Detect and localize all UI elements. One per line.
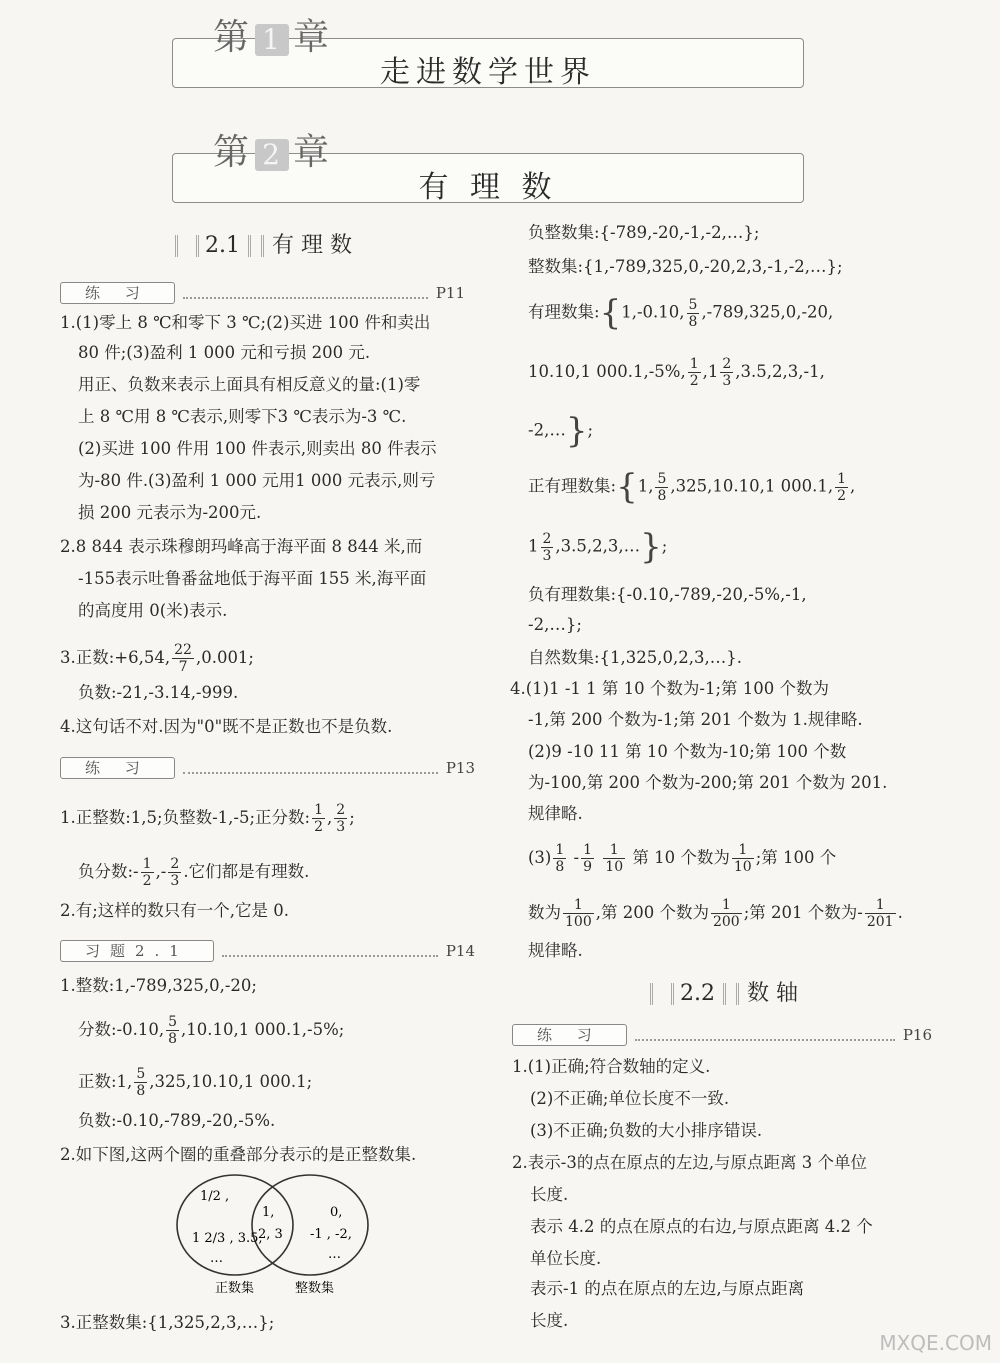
r-answer-4-8: 规律略. [528, 941, 583, 960]
venn-right-1: 0, [330, 1205, 343, 1220]
section-2-1-title: 2.1 有 理 数 [175, 228, 352, 259]
r-pos-rational-set-2: 1 $\frac{2}{3}$ ,3.5,2,3,…}; [528, 527, 668, 567]
venn-right-3: … [328, 1247, 341, 1262]
exercise-tag-p11: 练 习 P11 [60, 282, 465, 304]
r-rational-set-2: 10.10,1 000.1,-5%, $\frac{1}{2}$ ,1 $\frac{2}{3}$ ,3.5,2,3,-1, [528, 356, 825, 389]
x-answer-3: 3.正整数集:{1,325,2,3,…}; [60, 1313, 275, 1332]
venn-left-3: … [210, 1251, 223, 1266]
section-2-2-title: 2.2 数 轴 [650, 976, 798, 1007]
r-answer-4-3: (2)9 -10 11 第 10 个数为-10;第 100 个数 [528, 742, 847, 761]
chapter-1-header [172, 17, 804, 90]
left-text-line: 2.8 844 表示珠穆朗玛峰高于海平面 8 844 米,而 [60, 537, 423, 556]
venn-label-positive: 正数集 [215, 1281, 255, 1296]
section-2-2-text-line: 长度. [530, 1185, 569, 1204]
venn-label-integer: 整数集 [295, 1281, 335, 1296]
r-natural-set: 自然数集:{1,325,0,2,3,…}. [528, 648, 743, 667]
section-2-2-text-line: 2.表示-3的点在原点的左边,与原点距离 3 个单位 [512, 1153, 868, 1172]
answer-3-negative: 负数:-21,-3.14,-999. [78, 683, 239, 702]
chapter-2-number: 第 2 章 [213, 132, 332, 173]
section-2-2-text-line: 表示-1 的点在原点的左边,与原点距离 [530, 1279, 805, 1298]
r-neg-rational-set: 负有理数集:{-0.10,-789,-20,-5%,-1, [528, 585, 807, 604]
x-answer-1: 1.整数:1,-789,325,0,-20; [60, 976, 257, 995]
venn-left-2: 1 2/3 , 3.5, [192, 1231, 263, 1246]
left-text-line: -155表示吐鲁番盆地低于海平面 155 米,海平面 [78, 569, 427, 588]
section-2-2-text-line: (2)不正确;单位长度不一致. [530, 1089, 730, 1108]
venn-mid-2: 2, 3 [258, 1227, 283, 1242]
r-answer-4-5: 规律略. [528, 804, 583, 823]
section-2-2-text-line: 单位长度. [530, 1249, 602, 1268]
venn-mid-1: 1, [262, 1205, 275, 1220]
r-int-set: 整数集:{1,-789,325,0,-20,2,3,-1,-2,…}; [528, 257, 843, 276]
positive-set-circle [177, 1175, 293, 1275]
r-rational-set-3: -2,…}; [528, 411, 594, 451]
exercise-tag-p13: 练 习 P13 [60, 757, 475, 779]
chapter-2-title: 有 理 数 [418, 170, 558, 205]
exercise-tag-p14: 习题2.1 P14 [60, 940, 475, 962]
x-answer-fractions: 分数:-0.10, $\frac{5}{8}$ ,10.10,1 000.1,-5%; [78, 1014, 345, 1047]
section-2-2-text-line: (3)不正确;负数的大小排序错误. [530, 1121, 763, 1140]
section-2-2-text-line: 1.(1)正确;符合数轴的定义. [512, 1057, 711, 1076]
x-answer-2: 2.如下图,这两个圈的重叠部分表示的是正整数集. [60, 1145, 417, 1164]
chapter-1-title: 走进数学世界 [380, 55, 596, 90]
r-answer-4-7: 数为 $\frac{1}{100}$ ,第 200 个数为 $\frac{1}{200}$ ;第 201 个数为- $\frac{1}{201}$ . [528, 897, 903, 930]
r-answer-4-2: -1,第 200 个数为-1;第 201 个数为 1.规律略. [528, 710, 863, 729]
integer-set-circle [252, 1175, 368, 1275]
r-answer-4-1: 4.(1)1 -1 1 第 10 个数为-1;第 100 个数为 [510, 679, 830, 698]
p13-answer-1-neg: 负分数:- $\frac{1}{2}$ ,- $\frac{2}{3}$ .它们都是有理数. [78, 856, 310, 889]
p13-answer-2: 2.有;这样的数只有一个,它是 0. [60, 901, 290, 920]
answer-3-positive: 3.正数:+6,54, $\frac{22}{7}$ ,0.001; [60, 642, 254, 675]
left-text-line: (2)买进 100 件用 100 件表示,则卖出 80 件表示 [78, 439, 437, 458]
section-2-2-text-line: 表示 4.2 的点在原点的右边,与原点距离 4.2 个 [530, 1217, 873, 1236]
venn-left-1: 1/2 , [200, 1189, 230, 1204]
r-neg-int-set: 负整数集:{-789,-20,-1,-2,…}; [528, 223, 760, 242]
x-answer-positive: 正数:1, $\frac{5}{8}$ ,325,10.10,1 000.1; [78, 1066, 313, 1099]
x-answer-negative: 负数:-0.10,-789,-20,-5%. [78, 1111, 276, 1130]
venn-right-2: -1 , -2, [310, 1227, 352, 1242]
left-text-line: 上 8 ℃用 8 ℃表示,则零下3 ℃表示为-3 ℃. [78, 407, 407, 426]
section-2-2-text-line: 长度. [530, 1311, 569, 1330]
chapter-1-number: 第 1 章 [213, 17, 332, 58]
answer-4: 4.这句话不对.因为"0"既不是正数也不是负数. [60, 717, 393, 736]
left-text-line: 的高度用 0(米)表示. [78, 601, 228, 620]
venn-diagram [170, 1170, 370, 1300]
left-text-line: 为-80 件.(3)盈利 1 000 元用1 000 元表示,则亏 [78, 471, 436, 490]
left-text-line: 80 件;(3)盈利 1 000 元和亏损 200 元. [78, 343, 371, 362]
p13-answer-1: 1.正整数:1,5;负整数-1,-5;正分数: $\frac{1}{2}$ , $\frac{2}{3}$ ; [60, 802, 355, 835]
exercise-tag-p16: 练 习 P16 [512, 1024, 932, 1046]
r-answer-4-4: 为-100,第 200 个数为-200;第 201 个数为 201. [528, 773, 888, 792]
watermark: MXQE.COM [879, 1331, 992, 1355]
r-rational-set: 有理数集:{1,-0.10, $\frac{5}{8}$ ,-789,325,0,-20, [528, 293, 834, 333]
r-pos-rational-set: 正有理数集:{1, $\frac{5}{8}$ ,325,10.10,1 000.1, $\frac{1}{2}$ , [528, 467, 856, 507]
r-neg-rational-set-2: -2,…}; [528, 615, 582, 634]
left-text-line: 用正、负数来表示上面具有相反意义的量:(1)零 [78, 375, 421, 394]
left-text-line: 损 200 元表示为-200元. [78, 503, 262, 522]
chapter-2-header [172, 132, 804, 205]
r-answer-4-6: (3) $\frac{1}{8}$ - $\frac{1}{9}$ $\frac{1}{10}$ 第 10 个数为 $\frac{1}{10}$ ;第 100 个 [528, 842, 837, 875]
left-text-line: 1.(1)零上 8 ℃和零下 3 ℃;(2)买进 100 件和卖出 [60, 313, 431, 332]
